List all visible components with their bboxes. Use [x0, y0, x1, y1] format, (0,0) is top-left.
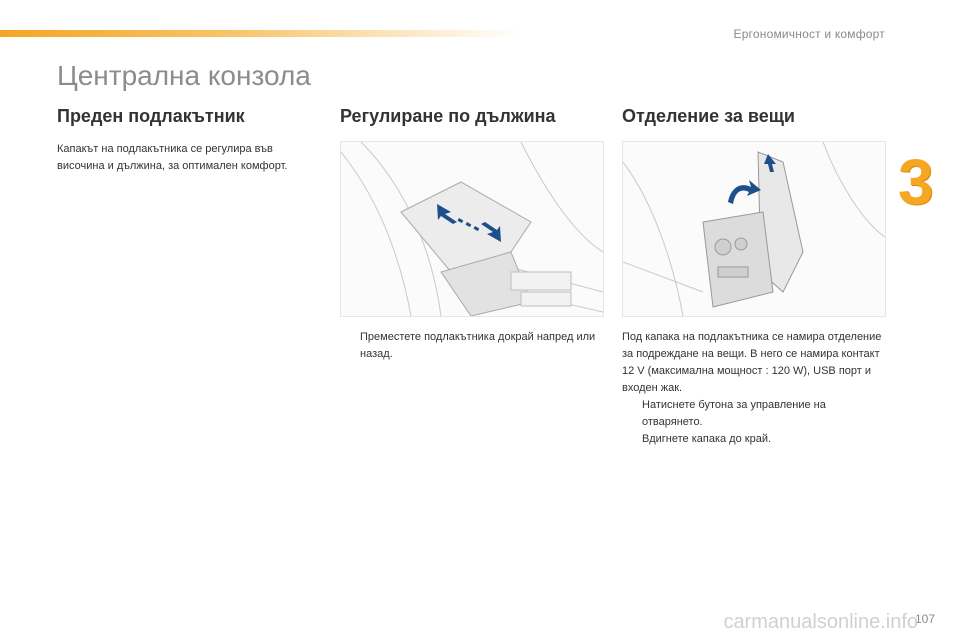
- storage-bullet-1: Натиснете бутона за управление на отварянето.: [642, 399, 826, 428]
- front-armrest-text: Капакът на подлакътника се регулира във височина и дължина, за оптимален комфорт.: [57, 143, 288, 172]
- length-adjust-title: Регулиране по дължина: [340, 106, 556, 126]
- bullet-icon: [340, 329, 360, 363]
- storage-title: Отделение за вещи: [622, 106, 795, 126]
- length-adjust-section: [340, 106, 605, 363]
- chapter-number: 3: [898, 146, 934, 218]
- bullet-item: [622, 397, 887, 431]
- page-number: 107: [914, 612, 935, 626]
- storage-bullet-2: Вдигнете капака до край.: [642, 433, 772, 445]
- armrest-length-illustration: [340, 141, 604, 317]
- page-title: Централна конзола: [57, 60, 311, 91]
- bullet-icon: [622, 397, 642, 431]
- storage-compartment-illustration: [622, 141, 886, 317]
- bullet-item: [340, 329, 605, 363]
- bullet-item: [622, 431, 887, 448]
- front-armrest-title: Преден подлакътник: [57, 106, 245, 126]
- storage-text: Под капака на подлакътника се намира отделение за подреждане на вещи. В него се намира контакт 12 V (максимална мощност : 120 W), USB порт и входен жак.: [622, 331, 882, 394]
- header-accent-bar: [0, 30, 520, 37]
- length-adjust-bullet: Преместете подлакътника докрай напред или назад.: [360, 331, 596, 360]
- front-armrest-section: [57, 106, 307, 175]
- watermark: carmanualsonline.info: [723, 611, 918, 633]
- storage-section: [622, 106, 887, 448]
- bullet-icon: [622, 431, 642, 448]
- section-header: Ергономичност и комфорт: [733, 27, 885, 41]
